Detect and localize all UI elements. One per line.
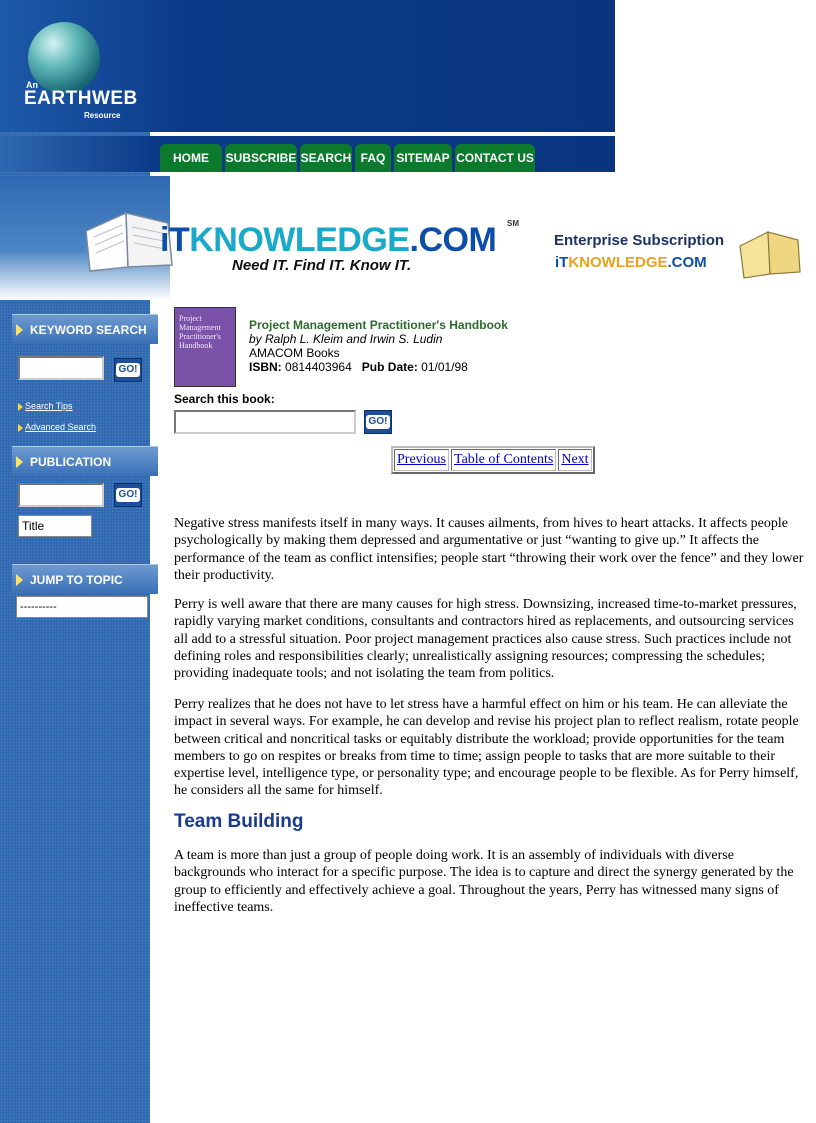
keyword-search-input[interactable] (18, 356, 104, 380)
earthweb-logo[interactable]: EARTHWEB (24, 88, 138, 109)
lookup-type-select[interactable]: Title (18, 515, 92, 537)
service-mark: SM (507, 219, 519, 228)
nav-faq[interactable]: FAQ (355, 144, 391, 172)
nav-home[interactable]: HOME (160, 144, 222, 172)
nav-sitemap[interactable]: SITEMAP (394, 144, 452, 172)
jump-to-topic-header: JUMP TO TOPIC (12, 564, 158, 594)
nav-subscribe[interactable]: SUBSCRIBE (225, 144, 297, 172)
search-book-go-button[interactable]: GO! (364, 410, 392, 434)
paragraph-1: Negative stress manifests itself in many ways. It causes ailments, from hives to heart attacks. It affects people psychologically by making them depressed and argumentative or just “wanting to give up.” It affects the performance of the team as conflict intensifies; people start “throwing their work over the fence” and they lower their productivity. (174, 516, 804, 583)
search-book-input[interactable] (174, 410, 356, 434)
paragraph-2: Perry is well aware that there are many causes for high stress. Downsizing, increased time-to-market pressures, rapidly varying market conditions, consultants and contractors hired as replacements, and outsourcing services all add to a stressful situation. Poor project management practices also cause stress. Such practices include not defining roles and responsibilities clearly; unrealistically assigning resources; compressing the schedules; providing inadequate tools; and not isolating the team from politics. (174, 597, 797, 682)
book-cover-text: Project Management Practitioner's Handbook (179, 314, 221, 350)
publication-go-button[interactable]: GO! (114, 483, 142, 507)
arrow-icon (16, 456, 23, 468)
arrow-icon (16, 574, 23, 586)
earthweb-an: An (26, 80, 38, 90)
book-cover (174, 307, 236, 387)
section-heading: Team Building (174, 811, 304, 832)
keyword-go-button[interactable]: GO! (114, 358, 142, 382)
page-navigation (391, 446, 595, 474)
enterprise-book-icon (736, 226, 804, 280)
book-isbn-line: ISBN: 0814403964 Pub Date: 01/01/98 (249, 360, 468, 374)
publication-lookup-input[interactable] (18, 483, 104, 507)
enterprise-subscription-title[interactable]: Enterprise Subscription (554, 232, 725, 249)
book-authors: by Ralph L. Kleim and Irwin S. Ludin (249, 332, 443, 346)
tagline: Need IT. Find IT. Know IT. (232, 257, 412, 274)
next-link[interactable]: Next (558, 449, 591, 471)
search-book-label: Search this book: (174, 392, 275, 406)
paragraph-4: A team is more than just a group of people doing work. It is an assembly of individuals with diverse backgrounds who interact for a specific purpose. The idea is to capture and direct the synergy generated by the group to efficiently and effectively achieve a goal. Throughout the years, Perry has witnessed many signs of ineffective teams. (174, 848, 794, 915)
globe-icon (28, 22, 100, 94)
enterprise-itknowledge-logo[interactable]: iTKNOWLEDGE.COM (555, 254, 707, 271)
earthweb-resource: Resource (84, 111, 121, 120)
book-title: Project Management Practitioner's Handbook (249, 318, 508, 332)
previous-link[interactable]: Previous (394, 449, 449, 471)
paragraph-3: Perry realizes that he does not have to let stress have a harmful effect on him or his team. He can alleviate the impact in several ways. For example, he can develop and revise his project plan to reflect realism, rotate people between critical and noncritical tasks or equitably distribute the workload; provide opportunities for the team members to go on respites or breaks from time to time; assign people to tasks that are more suitable to their expertise level, intelligence type, or personality type; and encourage people to be flexible. As for Perry himself, he considers all the same for himself. (174, 697, 799, 799)
search-tips-link[interactable]: Search Tips (18, 401, 73, 411)
advanced-search-link[interactable]: Advanced Search (18, 422, 96, 432)
arrow-icon (16, 324, 23, 336)
itknowledge-logo[interactable]: iTKNOWLEDGE.COM (160, 221, 497, 259)
nav-contact-us[interactable]: CONTACT US (455, 144, 535, 172)
table-of-contents-link[interactable]: Table of Contents (451, 449, 556, 471)
publication-lookup-header: PUBLICATION (12, 446, 158, 476)
nav-search[interactable]: SEARCH (300, 144, 352, 172)
book-publisher: AMACOM Books (249, 346, 340, 360)
keyword-search-header: KEYWORD SEARCH (12, 314, 158, 344)
jump-to-topic-select[interactable]: ---------- (16, 596, 148, 618)
